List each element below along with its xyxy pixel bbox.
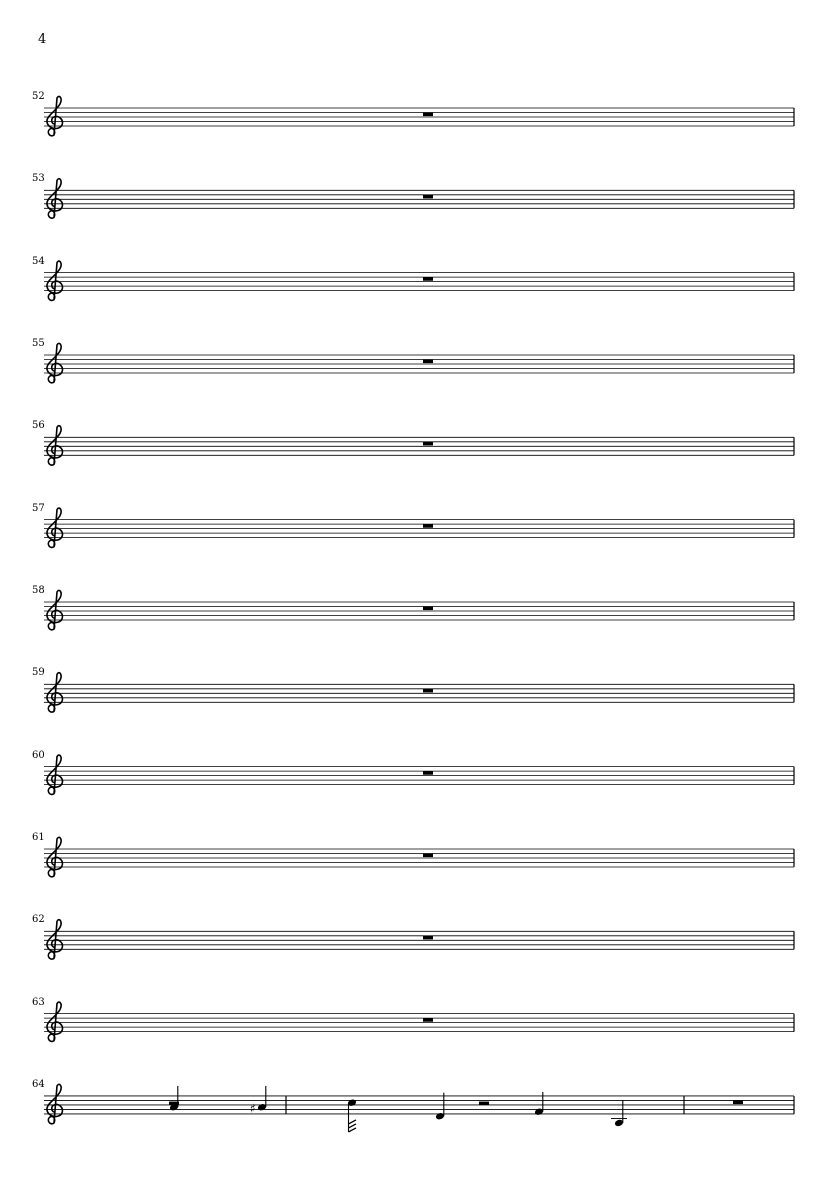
measure-number: 63	[32, 996, 45, 1008]
measure-number: 64	[32, 1078, 45, 1090]
page-number: 4	[38, 32, 47, 47]
measure-number: 54	[32, 255, 45, 267]
treble-clef-icon	[47, 1084, 63, 1123]
measure-number: 60	[32, 749, 45, 761]
measure-number: 61	[32, 831, 45, 843]
whole-rest	[733, 1100, 743, 1104]
note-flag	[349, 1120, 357, 1124]
sharp-icon: ♯	[250, 1101, 256, 1116]
note-flag	[349, 1128, 357, 1132]
measure-number: 59	[32, 667, 45, 679]
measure-number: 52	[32, 91, 45, 102]
measure-number: 55	[32, 337, 45, 349]
measure-number: 62	[32, 914, 45, 926]
measure-number: 57	[32, 502, 45, 514]
measure-number: 58	[32, 584, 45, 596]
measure-number: 56	[32, 420, 45, 432]
measure-number: 53	[32, 173, 45, 185]
note-flag	[349, 1124, 357, 1128]
half-rest	[479, 1102, 489, 1105]
